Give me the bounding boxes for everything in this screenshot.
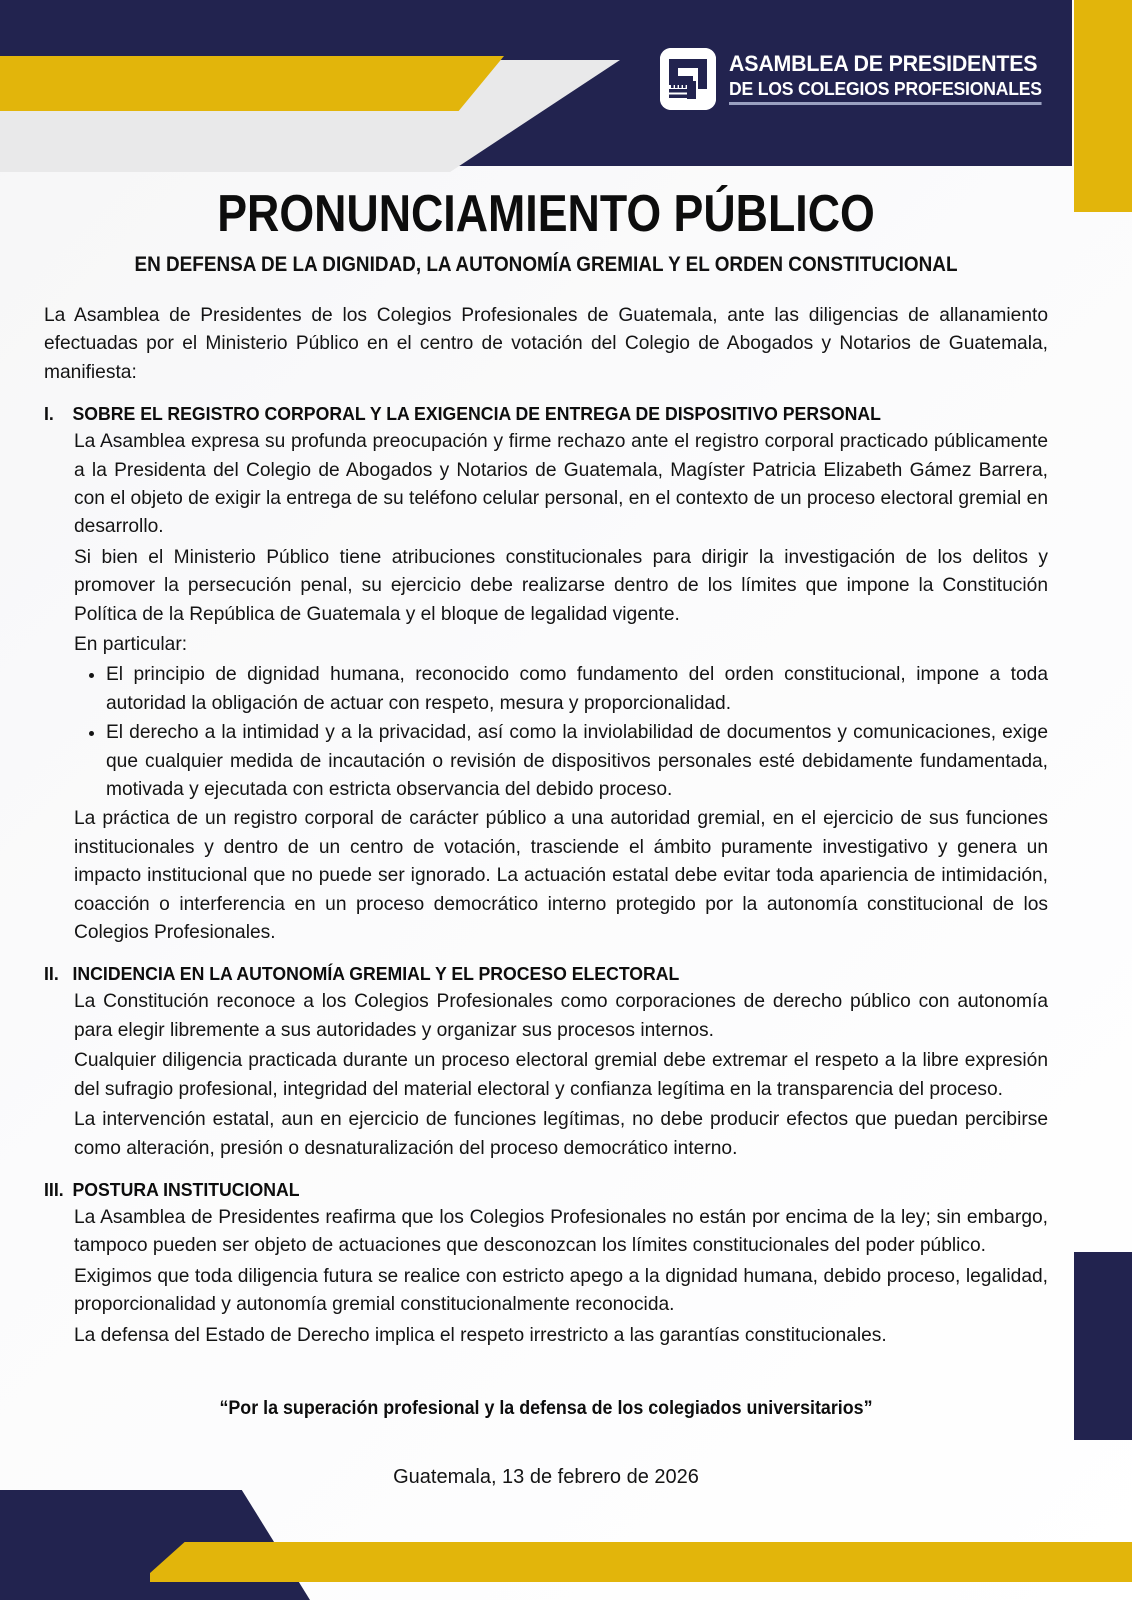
org-line-2: DE LOS COLEGIOS PROFESIONALES [729, 80, 1042, 106]
section-i-bullet-list [74, 661, 1048, 804]
header-yellow-parallelogram [0, 56, 504, 111]
paragraph: En particular: [74, 634, 188, 656]
paragraph: La Asamblea de Presidentes reafirma que los Colegios Profesionales no están por encima de la ley; sin embargo, tampoco pueden ser objeto de actuaciones que desconozcan los límites constitucionales del poder público. [74, 1206, 1048, 1257]
date-stamp: Guatemala, 13 de febrero de 2026 [393, 1465, 699, 1488]
list-item: El principio de dignidad humana, reconocido como fundamento del orden constitucional, impone a toda autoridad la obligación de actuar con respeto, mesura y proporcionalidad. [106, 661, 1048, 718]
lead-paragraph: La Asamblea de Presidentes de los Colegios Profesionales de Guatemala, ante las diligencias de allanamiento efectuadas por el Ministerio Público en el centro de votación del Colegio de Abogados y Notarios de Guatemala, manifiesta: [44, 304, 1048, 383]
section-iii-heading [44, 1179, 998, 1201]
list-item: El derecho a la intimidad y a la privacidad, así como la inviolabilidad de documentos y comunicaciones, exige que cualquier medida de incautación o revisión de dispositivos personales esté debidamente fundamentada, motivada y ejecutada con estricta observancia del debido proceso. [106, 719, 1048, 804]
section-i-heading [44, 403, 998, 425]
section-iii-title: POSTURA INSTITUCIONAL [72, 1178, 300, 1200]
organization-logo-lockup [660, 48, 1058, 110]
paragraph: La defensa del Estado de Derecho implica el respeto irrestricto a las garantías constitucionales. [74, 1324, 887, 1346]
section-i-title: SOBRE EL REGISTRO CORPORAL Y LA EXIGENCIA DE ENTREGA DE DISPOSITIVO PERSONAL [72, 403, 881, 425]
paragraph: La Asamblea expresa su profunda preocupación y firme rechazo ante el registro corporal practicado públicamente a la Presidenta del Colegio de Abogados y Notarios de Guatemala, Magíster Patricia Elizabeth Gámez Barrera, con el objeto de exigir la entrega de su teléfono celular personal, en el contexto de un proceso electoral gremial en desarrollo. [74, 431, 1048, 538]
org-line-1: ASAMBLEA DE PRESIDENTES [729, 51, 1038, 76]
paragraph: La intervención estatal, aun en ejercicio de funciones legítimas, no debe producir efectos que puedan percibirse como alteración, presión o desnaturalización del proceso democrático interno. [74, 1109, 1048, 1159]
section-ii [44, 963, 1048, 1162]
section-iii-body [74, 1204, 1048, 1350]
cp-monogram-badge-icon [660, 48, 716, 110]
organization-name [729, 53, 1058, 105]
header-right-yellow-bar [1074, 0, 1132, 212]
section-iii [44, 1179, 1048, 1350]
paragraph: Exigimos que toda diligencia futura se realice con estricto apego a la dignidad humana, debido proceso, legalidad, proporcionalidad y autonomía gremial constitucionalmente reconocida. [74, 1265, 1048, 1316]
paragraph: Cualquier diligencia practicada durante un proceso electoral gremial debe extremar el respeto a la libre expresión del sufragio profesional, integridad del material electoral y confianza legítima en la transparencia del proceso. [74, 1050, 1048, 1100]
section-ii-number: II. [44, 963, 59, 985]
footer-yellow-parallelogram [140, 1542, 1132, 1582]
institutional-slogan: “Por la superación profesional y la defensa de los colegiados universitarios” [219, 1397, 873, 1419]
right-navy-accent-bar [1074, 1252, 1132, 1440]
document-content [44, 186, 1048, 1489]
page-subtitle: EN DEFENSA DE LA DIGNIDAD, LA AUTONOMÍA GREMIAL Y EL ORDEN CONSTITUCIONAL [134, 252, 958, 277]
section-i-body [74, 428, 1048, 947]
section-iii-number: III. [44, 1178, 64, 1200]
section-ii-title: INCIDENCIA EN LA AUTONOMÍA GREMIAL Y EL PROCESO ELECTORAL [72, 963, 680, 985]
section-i [44, 403, 1048, 947]
section-ii-heading [44, 963, 998, 985]
section-i-number: I. [44, 403, 54, 425]
paragraph: La Constitución reconoce a los Colegios Profesionales como corporaciones de derecho público con autonomía para elegir libremente a sus autoridades y organizar sus procesos internos. [74, 991, 1048, 1041]
paragraph: La práctica de un registro corporal de carácter público a una autoridad gremial, en el ejercicio de sus funciones institucionales y dentro de un centro de votación, trasciende el ámbito puramente investigativo y genera un impacto institucional que no puede ser ignorado. La actuación estatal debe evitar toda apariencia de intimidación, coacción o interferencia en un proceso democrático interno protegido por la autonomía constitucional de los Colegios Profesionales. [74, 808, 1048, 944]
section-ii-body [74, 988, 1048, 1162]
footer-navy-tip [0, 1542, 150, 1600]
page-title: PRONUNCIAMIENTO PÚBLICO [217, 185, 875, 243]
paragraph: Si bien el Ministerio Público tiene atribuciones constitucionales para dirigir la investigación de los delitos y promover la persecución penal, su ejercicio debe realizarse dentro de los límites que impone la Constitución Política de la República de Guatemala y el bloque de legalidad vigente. [74, 546, 1048, 625]
